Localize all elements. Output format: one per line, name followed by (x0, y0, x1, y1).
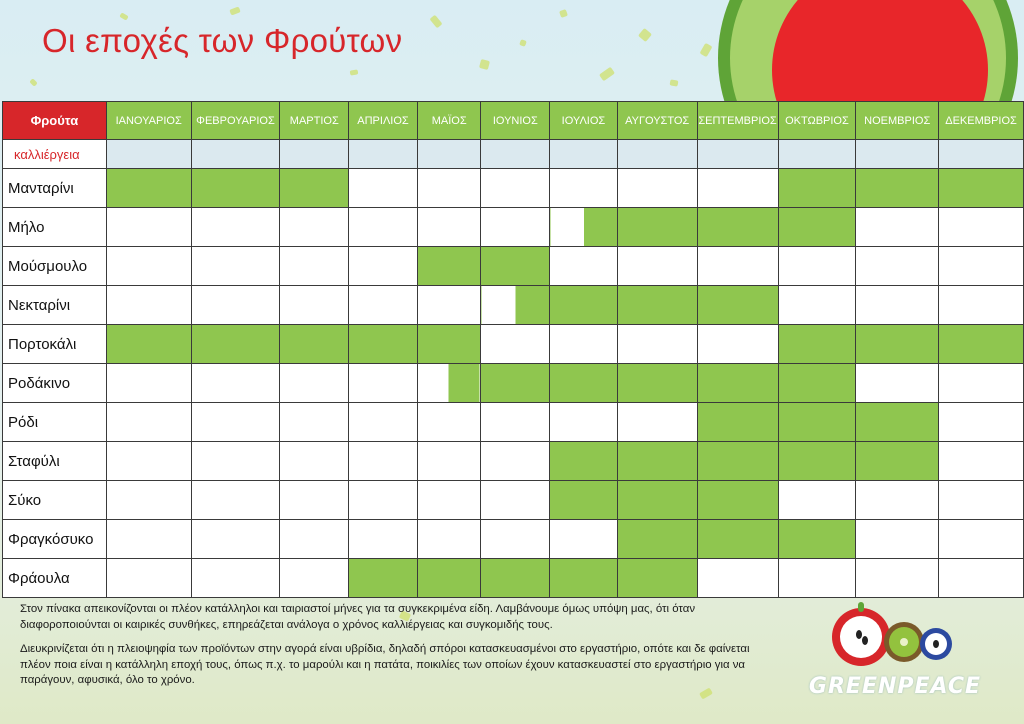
fruit-name: Μούσμουλο (3, 247, 107, 286)
month-cell (106, 520, 191, 559)
month-cell (550, 247, 618, 286)
month-cell (417, 247, 481, 286)
month-cell (191, 559, 280, 598)
month-cell (106, 364, 191, 403)
month-cell (191, 286, 280, 325)
month-cell (697, 286, 778, 325)
month-cell (856, 247, 939, 286)
month-cell (481, 520, 550, 559)
table-row (3, 520, 1024, 559)
fruit-name: Φραγκόσυκο (3, 520, 107, 559)
fruit-name: Φράουλα (3, 559, 107, 598)
month-header: ΝΟΕΜΒΡΙΟΣ (856, 102, 939, 140)
month-cell (856, 442, 939, 481)
month-cell (856, 208, 939, 247)
notes-section (20, 602, 780, 698)
month-cell (191, 325, 280, 364)
fruit-name: Ρόδι (3, 403, 107, 442)
month-cell (349, 169, 418, 208)
month-cell (939, 247, 1024, 286)
month-cell (856, 520, 939, 559)
note-paragraph: Διευκρινίζεται ότι η πλειοψηφία των προϊόντων στην αγορά είναι υβρίδια, δηλαδή σπόροι κατασκευασμένοι στο εργαστήριο, οπότε και δε φαίνεται πλέον ποια είναι η κατάλληλη εποχή τους, όπως π.χ. το μαρούλι και η πατάτα, ποικιλίες των οποίων έχουν κατασκευαστεί στο εργαστήριο για να παράγουν, αφυσικά, όλο το χρόνο. (20, 643, 750, 686)
month-cell (349, 559, 418, 598)
month-cell (697, 520, 778, 559)
fruit-name: Μανταρίνι (3, 169, 107, 208)
month-cell (106, 403, 191, 442)
month-header: ΟΚΤΩΒΡΙΟΣ (778, 102, 856, 140)
month-cell (939, 208, 1024, 247)
month-cell (481, 208, 550, 247)
fruit-name: Πορτοκάλι (3, 325, 107, 364)
month-cell (856, 169, 939, 208)
month-cell (778, 169, 856, 208)
month-cell (550, 403, 618, 442)
month-cell (349, 364, 418, 403)
month-cell (697, 403, 778, 442)
month-cell (856, 559, 939, 598)
month-cell (280, 481, 349, 520)
month-header: ΙΑΝΟΥΑΡΙΟΣ (106, 102, 191, 140)
table-row (3, 169, 1024, 208)
note-paragraph: Στον πίνακα απεικονίζονται οι πλέον κατάλληλοι και ταιριαστοί μήνες για τα συγκεκριμένα είδη. Λαμβάνουμε όμως υπόψη μας, ότι όταν διαφοροποιούνται οι καιρικές συνθήκες, επηρεάζεται ανάλογα ο χρόνος καλλιέργειας και συγκομιδής τους. (20, 603, 696, 631)
month-cell (856, 286, 939, 325)
month-cell (481, 169, 550, 208)
month-cell (550, 442, 618, 481)
month-cell (191, 208, 280, 247)
month-cell (481, 442, 550, 481)
month-cell (939, 364, 1024, 403)
month-header: ΔΕΚΕΜΒΡΙΟΣ (939, 102, 1024, 140)
month-header: ΙΟΥΝΙΟΣ (481, 102, 550, 140)
month-cell (697, 247, 778, 286)
month-cell (106, 247, 191, 286)
month-cell (617, 247, 697, 286)
month-cell (939, 442, 1024, 481)
month-cell (106, 169, 191, 208)
month-cell (778, 247, 856, 286)
month-header: ΣΕΠΤΕΜΒΡΙΟΣ (697, 102, 778, 140)
cultivation-subheader-row (3, 140, 1024, 169)
month-cell (349, 325, 418, 364)
month-cell (106, 442, 191, 481)
month-cell (417, 325, 481, 364)
fruit-name: Σταφύλι (3, 442, 107, 481)
month-cell (280, 325, 349, 364)
plum-icon (920, 628, 952, 660)
month-cell (550, 169, 618, 208)
month-cell (481, 559, 550, 598)
month-cell (697, 364, 778, 403)
month-header: ΜΑΪΟΣ (417, 102, 481, 140)
month-cell (349, 442, 418, 481)
month-cell (856, 364, 939, 403)
month-cell (778, 364, 856, 403)
table-row (3, 442, 1024, 481)
month-cell (280, 286, 349, 325)
month-cell (106, 481, 191, 520)
month-header: ΙΟΥΛΙΟΣ (550, 102, 618, 140)
month-cell (617, 559, 697, 598)
month-cell (481, 403, 550, 442)
month-cell (617, 403, 697, 442)
month-cell (939, 481, 1024, 520)
month-header: ΜΑΡΤΙΟΣ (280, 102, 349, 140)
month-cell (191, 247, 280, 286)
month-cell (106, 208, 191, 247)
month-cell (856, 325, 939, 364)
fruit-column-header: Φρούτα (3, 102, 107, 140)
month-cell (550, 286, 618, 325)
month-cell (280, 364, 349, 403)
month-cell (550, 208, 618, 247)
month-cell (280, 169, 349, 208)
month-cell (106, 559, 191, 598)
fruit-season-table (2, 101, 1024, 598)
month-cell (280, 559, 349, 598)
month-cell (617, 325, 697, 364)
fruit-name: Μήλο (3, 208, 107, 247)
month-cell (349, 286, 418, 325)
month-cell (778, 403, 856, 442)
month-cell (417, 559, 481, 598)
month-cell (778, 481, 856, 520)
month-cell (280, 208, 349, 247)
month-cell (481, 364, 550, 403)
month-cell (939, 403, 1024, 442)
table-header-row (3, 102, 1024, 140)
month-cell (617, 442, 697, 481)
month-cell (697, 442, 778, 481)
table-row (3, 208, 1024, 247)
month-cell (617, 481, 697, 520)
month-cell (417, 286, 481, 325)
kiwi-icon (884, 622, 924, 662)
month-cell (778, 208, 856, 247)
month-cell (697, 559, 778, 598)
month-cell (617, 286, 697, 325)
month-cell (417, 364, 481, 403)
month-cell (550, 559, 618, 598)
month-cell (617, 208, 697, 247)
month-cell (191, 403, 280, 442)
table-row (3, 559, 1024, 598)
month-cell (417, 208, 481, 247)
month-cell (106, 325, 191, 364)
month-cell (697, 481, 778, 520)
table-row (3, 325, 1024, 364)
month-cell (280, 247, 349, 286)
month-header: ΑΠΡΙΛΙΟΣ (349, 102, 418, 140)
month-cell (550, 364, 618, 403)
month-cell (481, 247, 550, 286)
table-row (3, 403, 1024, 442)
month-cell (191, 520, 280, 559)
month-cell (349, 208, 418, 247)
month-cell (481, 286, 550, 325)
month-cell (939, 520, 1024, 559)
table-row (3, 364, 1024, 403)
month-cell (191, 481, 280, 520)
month-cell (106, 286, 191, 325)
greenpeace-wordmark: GREENPEACE (808, 674, 982, 699)
month-cell (939, 325, 1024, 364)
month-cell (417, 520, 481, 559)
fruit-name: Νεκταρίνι (3, 286, 107, 325)
month-cell (778, 286, 856, 325)
month-cell (697, 208, 778, 247)
table-row (3, 286, 1024, 325)
month-cell (617, 520, 697, 559)
cultivation-label: καλλιέργεια (3, 140, 107, 169)
month-cell (697, 169, 778, 208)
month-cell (550, 481, 618, 520)
month-cell (280, 520, 349, 559)
month-cell (417, 442, 481, 481)
month-cell (939, 169, 1024, 208)
month-cell (856, 481, 939, 520)
month-cell (417, 481, 481, 520)
month-cell (939, 559, 1024, 598)
month-cell (349, 481, 418, 520)
month-cell (778, 325, 856, 364)
month-cell (191, 169, 280, 208)
month-cell (778, 520, 856, 559)
month-cell (550, 325, 618, 364)
table-row (3, 247, 1024, 286)
month-cell (349, 247, 418, 286)
month-cell (617, 169, 697, 208)
month-cell (481, 325, 550, 364)
month-cell (349, 403, 418, 442)
month-cell (697, 325, 778, 364)
month-cell (550, 520, 618, 559)
month-cell (481, 481, 550, 520)
fruit-name: Ροδάκινο (3, 364, 107, 403)
month-cell (778, 559, 856, 598)
month-cell (280, 403, 349, 442)
greenpeace-logo (800, 598, 990, 710)
month-cell (191, 442, 280, 481)
month-cell (417, 403, 481, 442)
month-cell (191, 364, 280, 403)
table-row (3, 481, 1024, 520)
month-cell (349, 520, 418, 559)
month-header: ΑΥΓΟΥΣΤΟΣ (617, 102, 697, 140)
month-cell (417, 169, 481, 208)
month-header: ΦΕΒΡΟΥΑΡΙΟΣ (191, 102, 280, 140)
apple-icon (832, 608, 890, 666)
page-title: Οι εποχές των Φρούτων (42, 22, 403, 59)
month-cell (617, 364, 697, 403)
fruit-name: Σύκο (3, 481, 107, 520)
month-cell (280, 442, 349, 481)
month-cell (856, 403, 939, 442)
month-cell (778, 442, 856, 481)
month-cell (939, 286, 1024, 325)
